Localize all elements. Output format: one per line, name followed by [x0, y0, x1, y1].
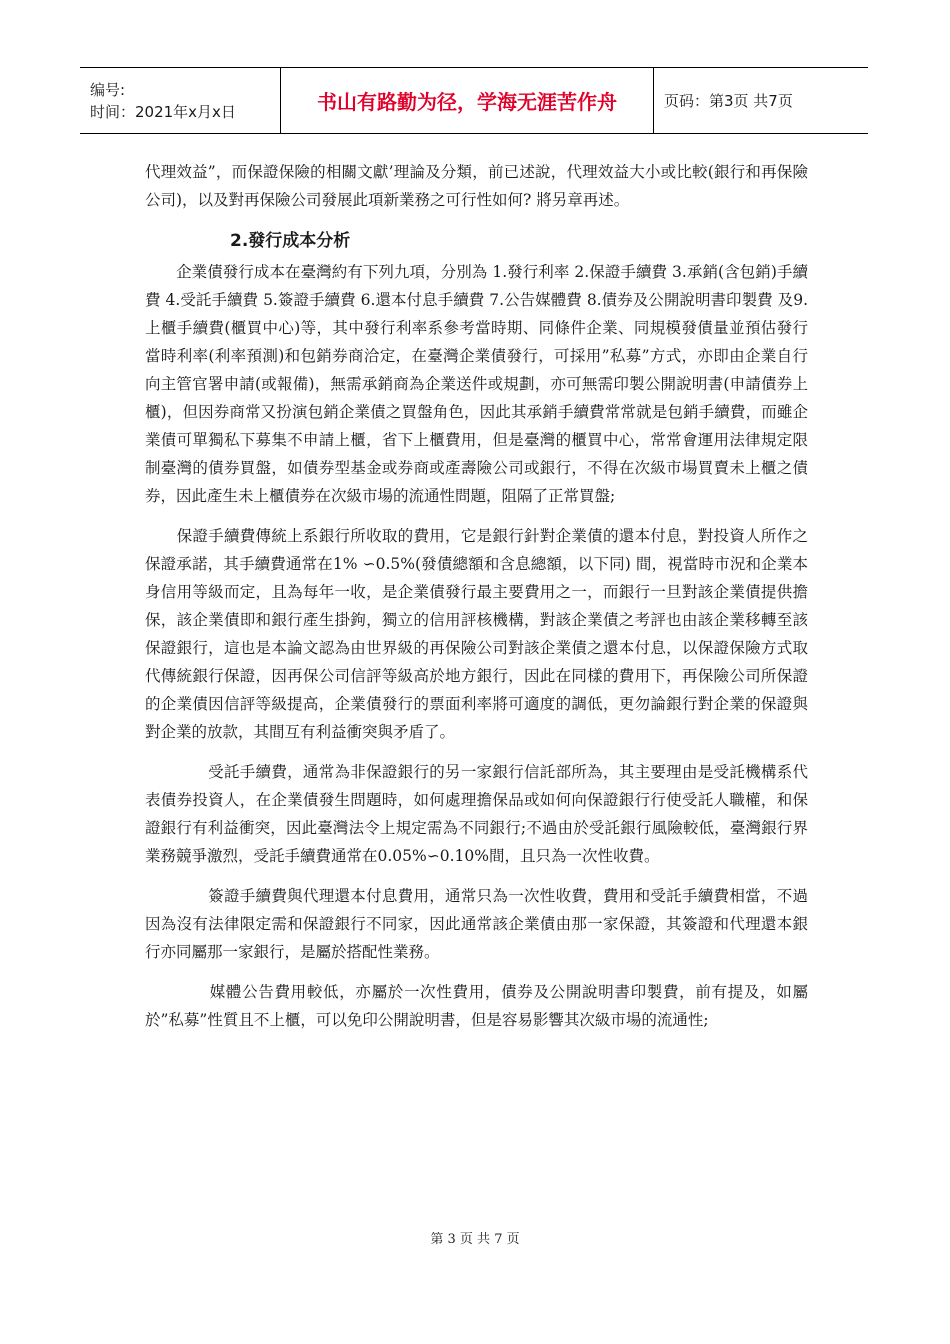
header-motto: 书山有路勤为径，学海无涯苦作舟	[280, 68, 654, 133]
paragraph-trustee-fee: 受託手續費，通常為非保證銀行的另一家銀行信託部所為，其主要理由是受託機構系代表債券投資人，在企業債發生問題時，如何處理擔保品或如何向保證銀行行使受託人職權，和保證銀行有利益衝突，因此臺灣法令上規定需為不同銀行;不過由於受託銀行風險較低，臺灣銀行界業務競爭激烈，受託手續費通常在0.05%∽0.10%間，且只為一次性收費。	[145, 763, 808, 865]
paragraph-guarantee-fee: 保證手續費傳統上系銀行所收取的費用，它是銀行針對企業債的還本付息，對投資人所作之保證承諾，其手續費通常在1% ∽0.5%(發債總額和含息總額，以下同) 間，視當時市況和企業本身信用等級而定，且為每年一收，是企業債發行最主要費用之一，而銀行一旦對該企業債提供擔保，該企業債即和銀行產生掛鉤，獨立的信用評核機構，對該企業債之考評也由該企業移轉至該保證銀行，這也是本論文認為由世界級的再保險公司對該企業債之還本付息，以保證保險方式取代傳統銀行保證，因再保公司信評等級高於地方銀行，因此在同樣的費用下，再保險公司所保證的企業債因信評等級提高，企業債發行的票面利率將可適度的調低，更勿論銀行對企業的保證與對企業的放款，其間互有利益衝突與矛盾了。	[145, 527, 808, 741]
header-meta	[80, 68, 280, 133]
document-header	[80, 67, 868, 134]
date-label: 时间：2021年x月x日	[90, 102, 236, 121]
number-label: 编号:	[90, 80, 126, 99]
section-heading: 2.發行成本分析	[230, 231, 351, 251]
paragraph-issuance-costs: 企業債發行成本在臺灣約有下列九項，分別為 1.發行利率 2.保證手續費 3.承銷(含包銷)手續費 4.受託手續費 5.簽證手續費 6.還本付息手續費 7.公告媒體費 8.債券及公開說明書印製費 及9.上櫃手續費(櫃買中心)等，其中發行利率系參考當時期、同條件企業、同規模發債量並預估發行當時利率(利率預測)和包銷券商洽定，在臺灣企業債發行，可採用”私募”方式，亦即由企業自行向主管官署申請(或報備)，無需承銷商為企業送件或規劃，亦可無需印製公開說明書(申請債券上櫃)，但因券商常又扮演包銷企業債之買盤角色，因此其承銷手續費常常就是包銷手續費，而雖企業債可單獨私下募集不申請上櫃，省下上櫃費用，但是臺灣的櫃買中心，常常會運用法律規定限制臺灣的債券買盤，如債券型基金或券商或產壽險公司或銀行，不得在次級市場買賣未上櫃之債券，因此產生未上櫃債券在次級市場的流通性問題，阻隔了正常買盤;	[145, 263, 808, 505]
page-footer: 第 3 页 共 7 页	[430, 1232, 520, 1247]
paragraph-certification-fee: 簽證手續費與代理還本付息費用，通常只為一次性收費，費用和受託手續費相當，不過因為沒有法律限定需和保證銀行不同家，因此通常該企業債由那一家保證，其簽證和代理還本銀行亦同屬那一家銀行，是屬於搭配性業務。	[145, 887, 808, 961]
document-body	[145, 158, 808, 1034]
intro-paragraph: 代理效益”，而保證保險的相關文獻’理論及分類，前已述說，代理效益大小或比較(銀行和再保險公司)，以及對再保險公司發展此項新業務之可行性如何? 將另章再述。	[145, 163, 808, 209]
header-page-number: 页码：第3页 共7页	[664, 92, 793, 110]
paragraph-media-fee: 媒體公告費用較低，亦屬於一次性費用，債券及公開說明書印製費，前有提及，如屬於”私募”性質且不上櫃，可以免印公開說明書，但是容易影響其次級市場的流通性;	[145, 983, 808, 1029]
